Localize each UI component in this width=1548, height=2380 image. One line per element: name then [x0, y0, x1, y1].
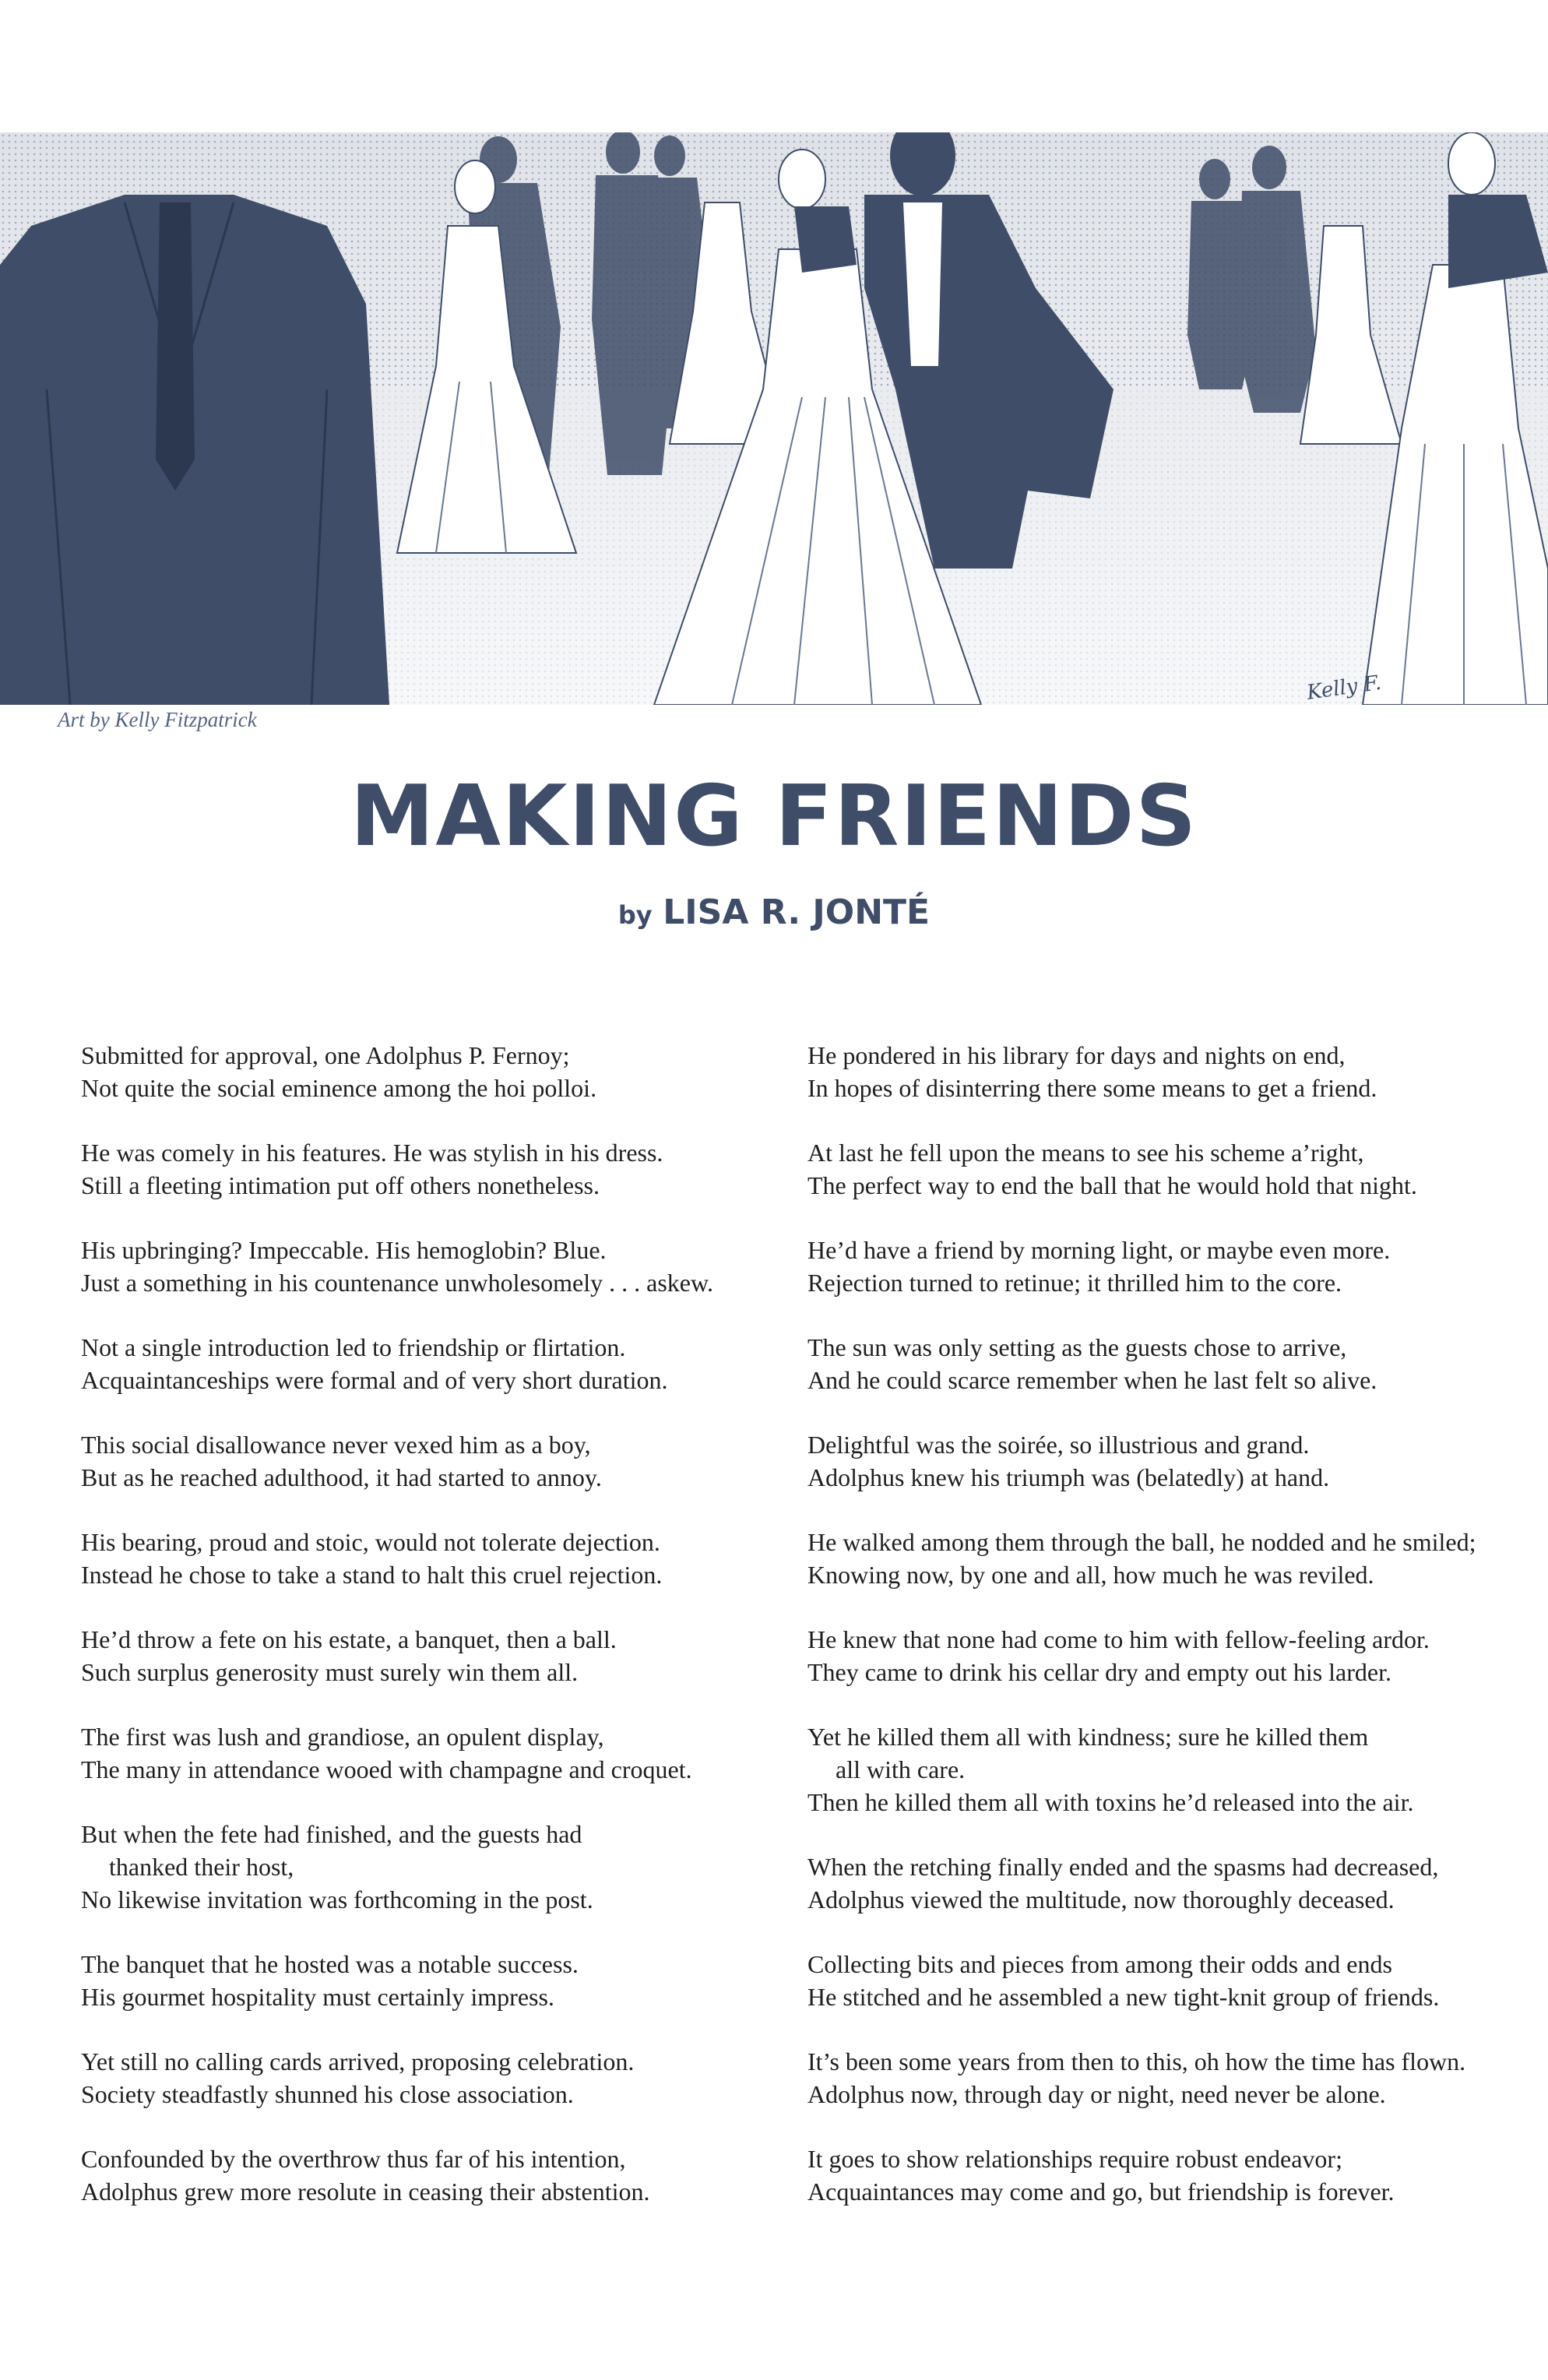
poem-column-right [807, 1039, 1508, 2240]
poem-line: The banquet that he hosted was a notable success. [81, 1950, 579, 1978]
poem-line: Acquaintances may come and go, but friendship is forever. [807, 2178, 1395, 2206]
poem-line: He’d throw a fete on his estate, a banquet, then a ball. [81, 1625, 617, 1653]
poem-line: In hopes of disinterring there some means to get a friend. [807, 1074, 1377, 1102]
poem-stanza [807, 1234, 1508, 1331]
ballroom-illustration [0, 132, 1548, 705]
poem-line: He knew that none had come to him with fellow-feeling ardor. [807, 1625, 1430, 1653]
poem-stanza [807, 1136, 1508, 1234]
poem-line: Yet he killed them all with kindness; sure he killed them [807, 1723, 1369, 1751]
poem-stanza [81, 1331, 782, 1428]
poem-line: They came to drink his cellar dry and empty out his larder. [807, 1658, 1391, 1686]
poem-line: The first was lush and grandiose, an opulent display, [81, 1723, 604, 1751]
poem-line: Instead he chose to take a stand to halt this cruel rejection. [81, 1561, 663, 1589]
poem-line: But as he reached adulthood, it had started to annoy. [81, 1463, 602, 1491]
poem-stanza [81, 2045, 782, 2142]
poem-stanza [81, 1948, 782, 2045]
poem-line: He’d have a friend by morning light, or maybe even more. [807, 1236, 1391, 1264]
poem-line: Adolphus grew more resolute in ceasing their abstention. [81, 2178, 650, 2206]
poem-line: Society steadfastly shunned his close association. [81, 2080, 574, 2108]
poem-line: Confounded by the overthrow thus far of his intention, [81, 2145, 626, 2173]
poem-line: The many in attendance wooed with champagne and croquet. [81, 1755, 692, 1783]
poem-line: Delightful was the soirée, so illustrious and grand. [807, 1431, 1310, 1459]
poem-stanza [81, 1234, 782, 1331]
art-credit: Art by Kelly Fitzpatrick [58, 708, 257, 731]
poem-line: Then he killed them all with toxins he’d released into the air. [807, 1788, 1414, 1816]
poem-line: thanked their host, [109, 1853, 294, 1881]
poem-line: But when the fete had finished, and the guests had [81, 1820, 582, 1848]
poem-line: Submitted for approval, one Adolphus P. Fernoy; [81, 1041, 570, 1069]
poem-line: His bearing, proud and stoic, would not tolerate dejection. [81, 1528, 660, 1556]
poem-line: all with care. [836, 1755, 966, 1783]
poem-stanza [807, 1850, 1508, 1948]
poem-line: Just a something in his countenance unwholesomely . . . askew. [81, 1269, 713, 1297]
poem-line: Not a single introduction led to friendship or flirtation. [81, 1333, 626, 1361]
page-title: MAKING FRIENDS [350, 768, 1198, 865]
artist-signature: Kelly F. [1305, 671, 1383, 705]
poem-stanza [81, 1623, 782, 1720]
poem-stanza [807, 1428, 1508, 1526]
poem-stanza [81, 1526, 782, 1623]
poem-line: This social disallowance never vexed him as a boy, [81, 1431, 591, 1459]
poem-line: And he could scarce remember when he last felt so alive. [807, 1366, 1377, 1394]
poem-stanza [81, 1720, 782, 1818]
poem-line: The perfect way to end the ball that he would hold that night. [807, 1171, 1417, 1199]
poem-line: When the retching finally ended and the spasms had decreased, [807, 1853, 1439, 1881]
author-name: LISA R. JONTÉ [663, 892, 931, 932]
poem-stanza [81, 2142, 782, 2240]
poem-line: Collecting bits and pieces from among their odds and ends [807, 1950, 1392, 1978]
poem-line: Yet still no calling cards arrived, proposing celebration. [81, 2047, 635, 2075]
poem-line: Rejection turned to retinue; it thrilled him to the core. [807, 1269, 1342, 1297]
poem-line: It’s been some years from then to this, oh how the time has flown. [807, 2047, 1466, 2075]
poem-line: Adolphus viewed the multitude, now thoroughly deceased. [807, 1885, 1395, 1914]
poem-line: Still a fleeting intimation put off others nonetheless. [81, 1171, 600, 1199]
poem-stanza [807, 1948, 1508, 2045]
byline [0, 892, 1548, 932]
poem-stanza [807, 1720, 1508, 1850]
poem-line: Adolphus now, through day or night, need never be alone. [807, 2080, 1386, 2108]
poem-line: Not quite the social eminence among the hoi polloi. [81, 1074, 597, 1102]
poem-stanza [807, 1623, 1508, 1720]
poem-line: He was comely in his features. He was stylish in his dress. [81, 1139, 663, 1167]
poem-stanza [81, 1428, 782, 1526]
poem-line: The sun was only setting as the guests chose to arrive, [807, 1333, 1347, 1361]
poem-line: Such surplus generosity must surely win them all. [81, 1658, 579, 1686]
poem-line: He pondered in his library for days and nights on end, [807, 1041, 1346, 1069]
poem-column-left [81, 1039, 782, 2240]
poem-stanza [81, 1039, 782, 1136]
poem-line: Adolphus knew his triumph was (belatedly) at hand. [807, 1463, 1330, 1491]
poem-line: Acquaintanceships were formal and of very short duration. [81, 1366, 668, 1394]
poem-line: No likewise invitation was forthcoming in the post. [81, 1885, 593, 1914]
poem-line: He walked among them through the ball, he nodded and he smiled; [807, 1528, 1476, 1556]
poem-line: His upbringing? Impeccable. His hemoglobin? Blue. [81, 1236, 607, 1264]
poem-stanza [807, 1331, 1508, 1428]
poem-stanza [807, 2142, 1508, 2240]
byline-prefix: by [617, 900, 653, 930]
poem-line: He stitched and he assembled a new tight-knit group of friends. [807, 1983, 1440, 2011]
ballroom-illustration-svg [0, 132, 1548, 705]
poem-line: His gourmet hospitality must certainly impress. [81, 1983, 554, 2011]
poem-line: At last he fell upon the means to see his scheme a’right, [807, 1139, 1364, 1167]
poem-line: It goes to show relationships require robust endeavor; [807, 2145, 1342, 2173]
poem-stanza [807, 1039, 1508, 1136]
poem-stanza [807, 2045, 1508, 2142]
poem-stanza [81, 1818, 782, 1948]
poem-line: Knowing now, by one and all, how much he was reviled. [807, 1561, 1374, 1589]
poem-stanza [807, 1526, 1508, 1623]
poem-stanza [81, 1136, 782, 1234]
